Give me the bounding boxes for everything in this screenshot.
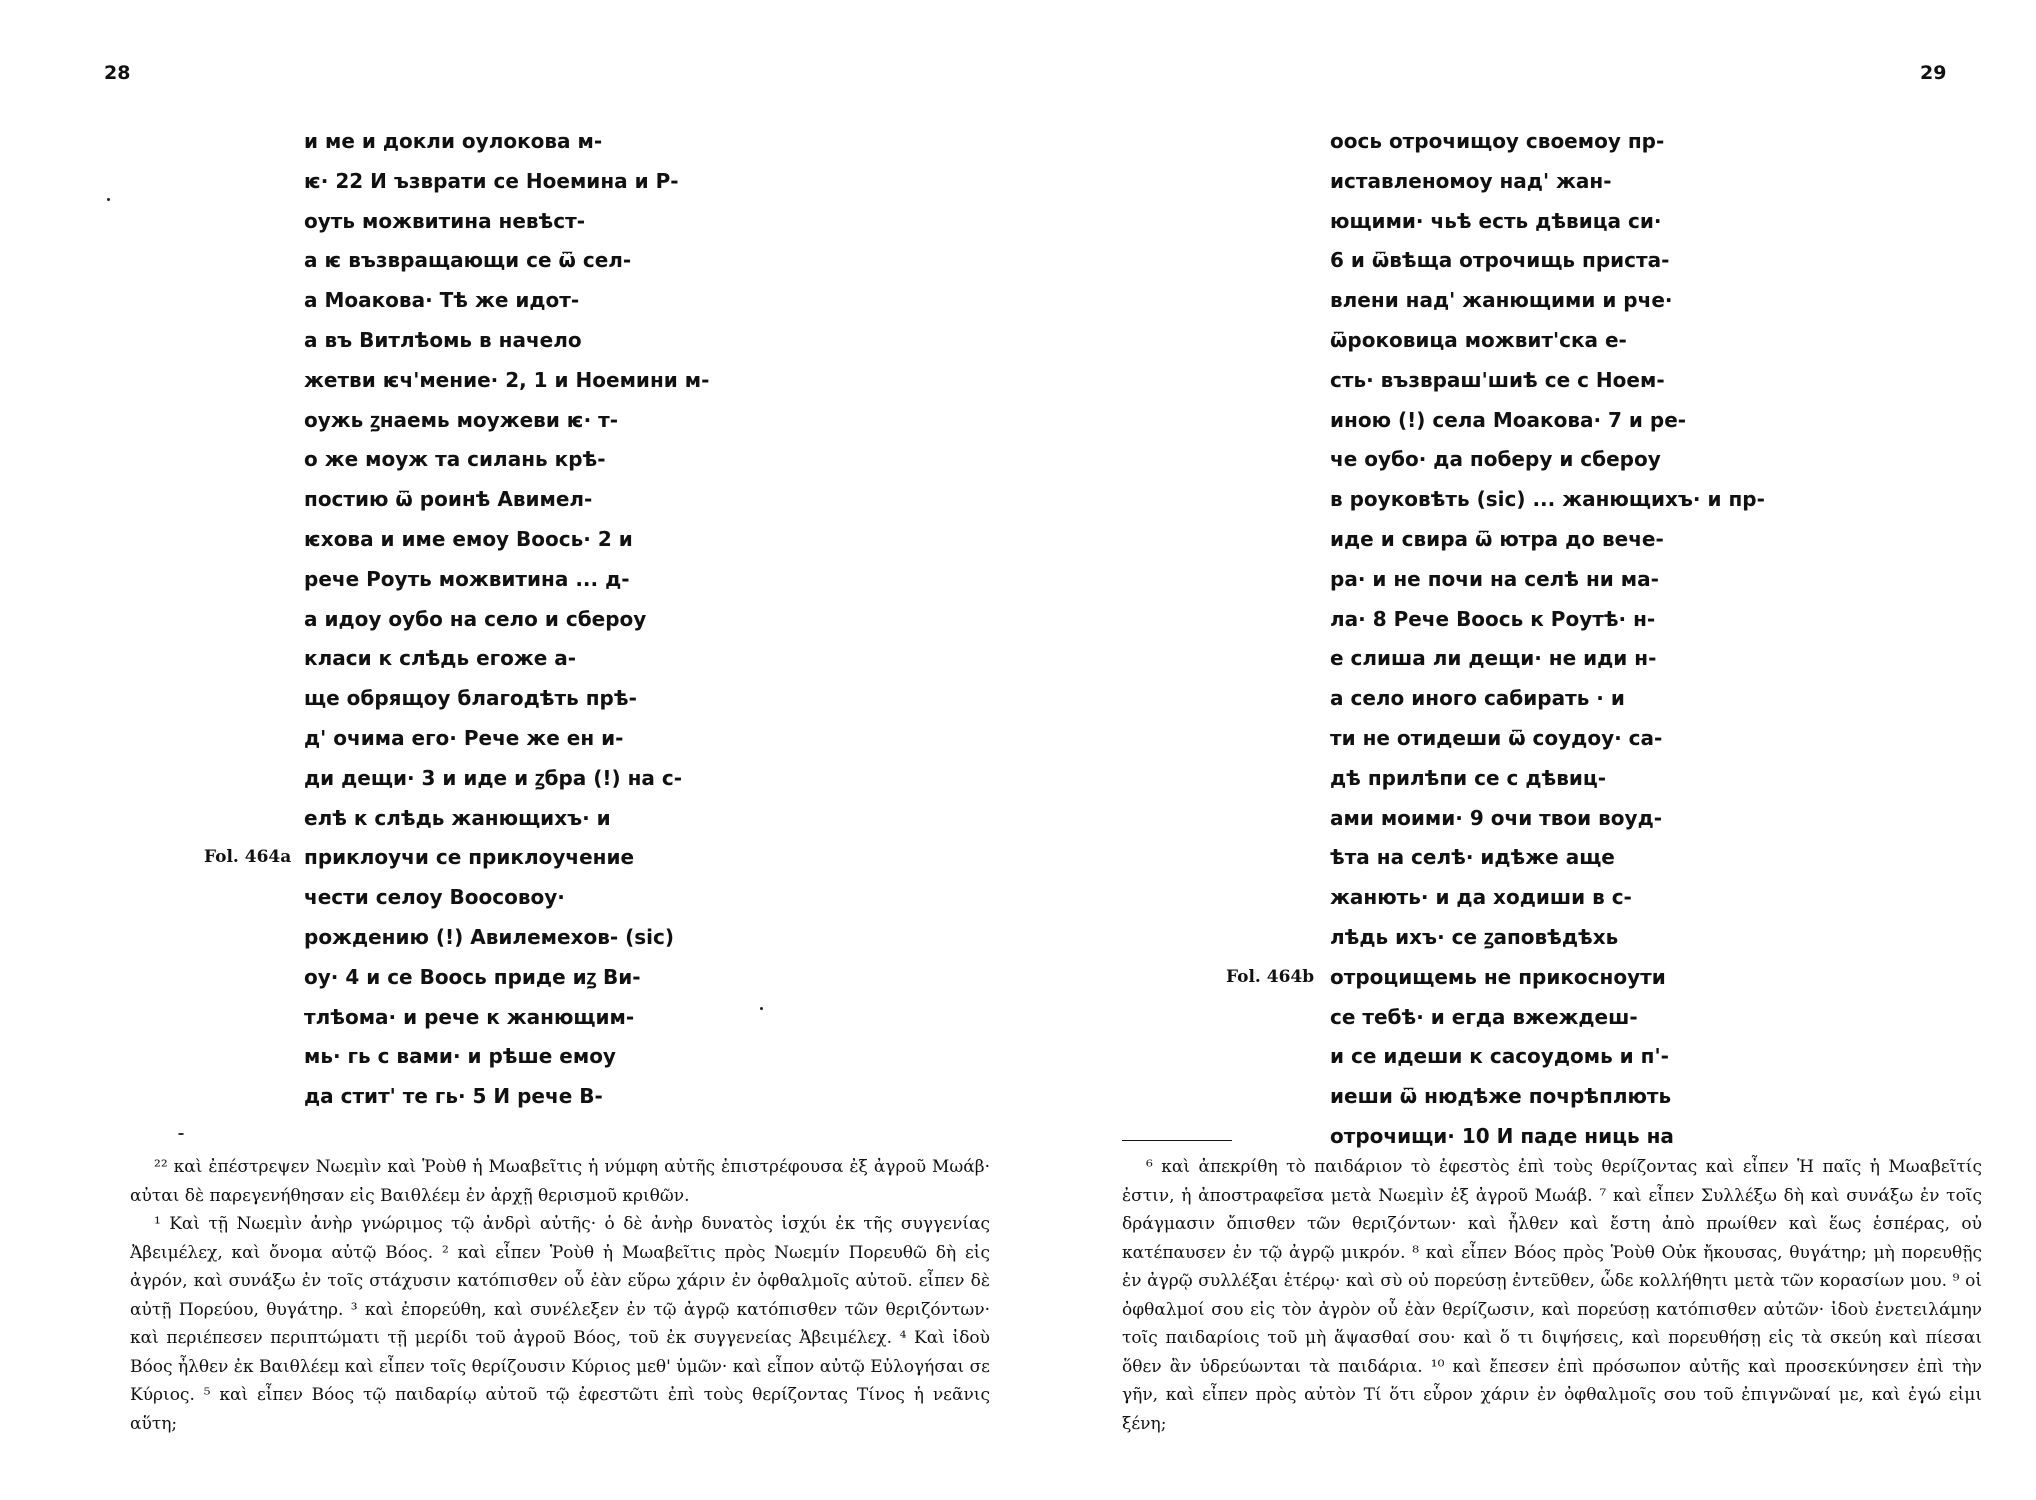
slavonic-line: ѿроковица можвит'ска е-	[1330, 327, 1627, 352]
page-number-right: 29	[1920, 62, 1947, 84]
slavonic-line: класи к слѣдь егоже а-	[304, 646, 577, 671]
slavonic-line: е слиша ли дещи· не иди н-	[1330, 646, 1657, 671]
slavonic-line	[204, 838, 709, 878]
slavonic-line: иставленомоу над' жан-	[1330, 168, 1612, 193]
greek-footnote-right	[1122, 1153, 1982, 1438]
slavonic-line	[1226, 958, 1765, 998]
slavonic-line: лѣдь ихъ· се ꙁаповѣдѣхь	[1330, 924, 1619, 949]
slavonic-line: а въ Витлѣомь в начело	[304, 327, 582, 352]
slavonic-line: ла· 8 Рече Воось к Роутѣ· н-	[1330, 606, 1656, 631]
slavonic-line: а идоу оубо на село и сбероу	[304, 606, 647, 631]
footnote-rule	[1122, 1140, 1232, 1141]
print-speck	[760, 1007, 763, 1010]
slavonic-line: ющими· чьѣ есть дѣвица си·	[1330, 208, 1662, 233]
slavonic-line: сть· възвраш'шиѣ се с Ноем-	[1330, 367, 1665, 392]
slavonic-line: влени над' жанющими и рче·	[1330, 288, 1673, 313]
slavonic-line: а ѥ възвращающи се ѿ сел-	[304, 248, 632, 273]
slavonic-line: ти не отидеши ѿ соудоу· са-	[1330, 725, 1663, 750]
right-page	[1018, 0, 2036, 1500]
slavonic-line-text: приклоучи се приклоучение	[304, 845, 635, 870]
slavonic-line: да стит' те гь· 5 И рече В-	[304, 1084, 603, 1109]
slavonic-line: и ме и докли оулокова м-	[304, 129, 603, 153]
slavonic-line: ра· и не почи на селѣ ни ма-	[1330, 566, 1659, 591]
greek-footnote-left	[130, 1153, 990, 1438]
slavonic-line: о же моуж та силань крѣ-	[304, 447, 606, 472]
slavonic-line: жанють· и да ходиши в с-	[1330, 885, 1632, 910]
slavonic-line: ѣта на селѣ· идѣже аще	[1330, 845, 1615, 870]
slavonic-text-right	[1226, 122, 1765, 1157]
slavonic-line: дѣ прилѣпи се с дѣвиц-	[1330, 765, 1607, 790]
slavonic-line: чести селоу Воосовоу·	[304, 885, 565, 910]
slavonic-line: а Моакова· Тѣ же идот-	[304, 288, 580, 313]
slavonic-line: ами моими· 9 очи твои воуд-	[1330, 805, 1663, 830]
print-speck	[178, 1133, 184, 1135]
slavonic-line: тлѣома· и рече к жанющим-	[304, 1004, 635, 1029]
slavonic-line: иною (!) села Моакова· 7 и ре-	[1330, 407, 1687, 432]
slavonic-line: се тебѣ· и егда вжеждеш-	[1330, 1004, 1638, 1029]
page-number-left: 28	[104, 62, 131, 84]
slavonic-line: жетви ѥч'мение· 2, 1 и Ноемини м-	[304, 367, 710, 392]
slavonic-line: а село иного сабирать · и	[1330, 686, 1625, 711]
slavonic-line: постию ѿ роинѣ Авимел-	[304, 487, 593, 512]
slavonic-line: ди дещи· 3 и иде и ꙁбра (!) на с-	[304, 765, 683, 790]
slavonic-line: оуть можвитина невѣст-	[304, 208, 586, 233]
slavonic-line: рождению (!) Авилемехов- (sic)	[304, 924, 675, 949]
slavonic-line-text: отроцищемь не прикосноути	[1330, 964, 1666, 989]
slavonic-line: 6 и ѿвѣща отрочищь приста-	[1330, 248, 1670, 273]
print-speck	[107, 198, 110, 201]
slavonic-line: оужь ꙁнаемь моужеви ѥ· т-	[304, 407, 619, 432]
slavonic-line: оось отрочищоу своемоу пр-	[1330, 129, 1665, 153]
slavonic-line: иеши ѿ нюдѣже почрѣплють	[1330, 1084, 1672, 1109]
slavonic-line: ще обрящоу благодѣть прѣ-	[304, 686, 637, 711]
greek-paragraph: ⁶ καὶ ἀπεκρίθη τὸ παιδάριον τὸ ἐφεστὸς ἐπὶ τοὺς θερίζοντας καὶ εἶπεν Ἡ παῖς ἡ Μωαβεῖτίς ἐστιν, ἡ ἀποστραφεῖσα μετὰ Νωεμὶν ἐξ ἀγροῦ Μωάβ. ⁷ καὶ εἶπεν Συλλέξω δὴ καὶ συνάξω ἐν τοῖς δράγμασιν ὄπισθεν τῶν θεριζόντων· καὶ ἦλθεν καὶ ἔστη ἀπὸ πρωίθεν καὶ ἕως ἑσπέρας, οὐ κατέπαυσεν ἐν τῷ ἀγρῷ μικρόν. ⁸ καὶ εἶπεν Βόος πρὸς Ῥοὺθ Οὐκ ἤκουσας, θυγάτηρ; μὴ πορευθῇς ἐν ἀγρῷ συλλέξαι ἑτέρῳ· καὶ σὺ οὐ πορεύσῃ ἐντεῦθεν, ὧδε κολλήθητι μετὰ τῶν κορασίων μου. ⁹ οἱ ὀφθαλμοί σου εἰς τὸν ἀγρὸν οὗ ἐὰν θερίζωσιν, καὶ πορεύσῃ κατόπισθεν αὐτῶν· ἰδοὺ ἐνετειλάμην τοῖς παιδαρίοις τοῦ μὴ ἅψασθαί σου· καὶ ὅ τι διψήσεις, καὶ πορευθήσῃ εἰς τὰ σκεύη καὶ πίεσαι ὅθεν ἂν ὑδρεύωνται τὰ παιδάρια. ¹⁰ καὶ ἔπεσεν ἐπὶ πρόσωπον αὐτῆς καὶ προσεκύνησεν ἐπὶ τὴν γῆν, καὶ εἶπεν πρὸς αὐτὸν Τί ὅτι εὗρον χάριν ἐν ὀφθαλμοῖς σου τοῦ ἐπιγνῶναί με, καὶ ἐγώ εἰμι ξένη;	[1122, 1157, 1982, 1434]
slavonic-line: елѣ к слѣдь жанющихъ· и	[304, 805, 611, 830]
slavonic-line: оу· 4 и се Воось приде иꙁ Ви-	[304, 964, 641, 989]
slavonic-line: отрочищи· 10 И паде ниць на	[1330, 1123, 1674, 1148]
slavonic-line: мь· гь с вами· и рѣше емоу	[304, 1044, 616, 1069]
slavonic-line: в роуковѣть (sic) ... жанющихъ· и пр-	[1330, 487, 1765, 512]
slavonic-line: рече Роуть можвитина ... д-	[304, 566, 630, 591]
slavonic-line: ѥ· 22 И ъзврати се Ноемина и Р-	[304, 168, 679, 193]
greek-paragraph: ¹ Καὶ τῇ Νωεμὶν ἀνὴρ γνώριμος τῷ ἀνδρὶ αὐτῆς· ὁ δὲ ἀνὴρ δυνατὸς ἰσχύι ἐκ τῆς συγγενίας Ἀβειμέλεχ, καὶ ὄνομα αὐτῷ Βόος. ² καὶ εἶπεν Ῥοὺθ ἡ Μωαβεῖτις πρὸς Νωεμίν Πορευθῶ δὴ εἰς ἀγρόν, καὶ συνάξω ἐν τοῖς στάχυσιν κατόπισθεν οὗ ἐὰν εὕρω χάριν ἐν ὀφθαλμοῖς αὐτοῦ. εἶπεν δὲ αὐτῇ Πορεύου, θυγάτηρ. ³ καὶ ἐπορεύθη, καὶ συνέλεξεν ἐν τῷ ἀγρῷ κατόπισθεν τῶν θεριζόντων· καὶ περιέπεσεν περιπτώματι τῇ μερίδι τοῦ ἀγροῦ Βόος, τοῦ ἐκ συγγενείας Ἀβειμέλεχ. ⁴ Καὶ ἰδοὺ Βόος ἦλθεν ἐκ Βαιθλέεμ καὶ εἶπεν τοῖς θερίζουσιν Κύριος μεθ' ὑμῶν· καὶ εἶπον αὐτῷ Εὐλογήσαι σε Κύριος. ⁵ καὶ εἶπεν Βόος τῷ παιδαρίῳ αὐτοῦ τῷ ἐφεστῶτι ἐπὶ τοὺς θερίζοντας Τίνος ἡ νεᾶνις αὕτη;	[130, 1214, 990, 1434]
slavonic-line: ѥхова и име емоу Воось· 2 и	[304, 526, 633, 551]
slavonic-line: че оубо· да поберу и сбероу	[1330, 447, 1661, 472]
folio-note-left: Fol. 464a	[204, 847, 292, 868]
greek-paragraph: ²² καὶ ἐπέστρεψεν Νωεμὶν καὶ Ῥοὺθ ἡ Μωαβεῖτις ἡ νύμφη αὐτῆς ἐπιστρέφουσα ἐξ ἀγροῦ Μωάβ· αὐται δὲ παρεγενήθησαν εἰς Βαιθλέεμ ἐν ἀρχῇ θερισμοῦ κριθῶν.	[130, 1157, 990, 1206]
slavonic-line: и се идеши к сасоудомь и п'-	[1330, 1044, 1669, 1069]
folio-note-right: Fol. 464b	[1226, 966, 1315, 987]
slavonic-line: д' очима его· Рече же ен и-	[304, 725, 624, 750]
slavonic-text-left	[204, 122, 710, 1117]
slavonic-line: иде и свира ѿ ютра до вече-	[1330, 526, 1664, 551]
